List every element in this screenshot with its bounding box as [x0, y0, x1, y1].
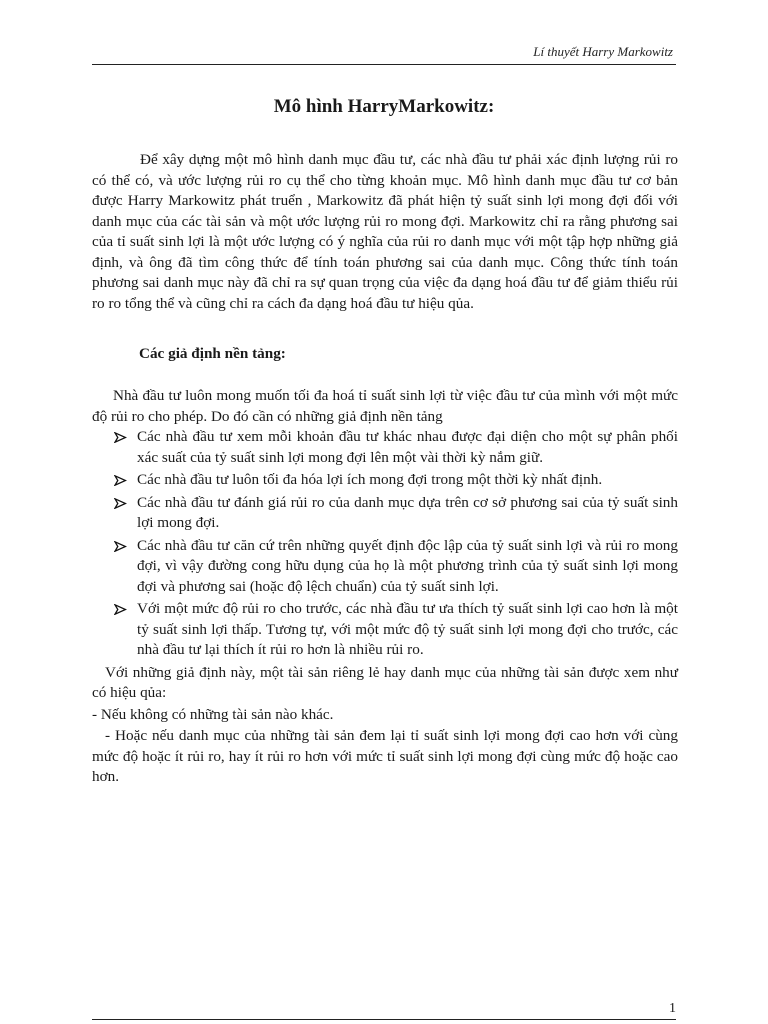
intro-paragraph: Để xây dựng một mô hình danh mục đầu tư, các nhà đầu tư phải xác định lượng rủi ro có thể có, và ước lượng rủi ro cụ thể cho từng khoản mục. Mô hình danh mục đầu tư cơ bản được Harry Markowitz phát truển , Markowitz đã phát hiện tỷ suất sinh lợi mong đợi đối với danh mục của các tài sản và một ước lượng rủi ro mong đợi. Markowitz chỉ ra rằng phương sai của tỉ suất sinh lợi là một ước lượng có ý nghĩa của rủi ro danh mục với một tập hợp những giả định, và ông đã tìm công thức để tính toán phương sai của danh mục. Công thức tính toán phương sai danh mục này đã chỉ ra sự quan trọng của việc đa dạng hoá đầu tư để giảm thiểu rủi ro ro tổng thể và cũng chỉ ra cách đa dạng hoá đầu tư hiệu qủa. — [92, 151, 678, 312]
list-item — [92, 493, 678, 534]
arrow-bullet-icon — [114, 498, 127, 509]
lead-paragraph: Nhà đầu tư luôn mong muốn tối đa hoá tỉ suất sinh lợi từ việc đầu tư của mình với một mức độ rủi ro cho phép. Do đó cần có những giả định nền tảng — [92, 387, 678, 425]
arrow-bullet-icon — [114, 432, 127, 443]
header-rule — [92, 64, 676, 65]
list-item-text: Các nhà đầu tư xem mỗi khoản đầu tư khác nhau được đại diện cho một sự phân phối xác suất của tỷ suất sinh lợi mong đợi lên một vài thời kỳ nắm giữ. — [137, 428, 678, 466]
arrow-bullet-icon — [114, 541, 127, 552]
page-title: Mô hình HarryMarkowitz: — [273, 96, 495, 117]
arrow-bullet-icon — [114, 604, 127, 615]
list-item — [92, 470, 678, 491]
list-item-text: Các nhà đầu tư luôn tối đa hóa lợi ích mong đợi trong một thời kỳ nhất định. — [137, 471, 603, 488]
section-heading: Các giả định nền tảng: — [139, 345, 286, 362]
conclusion-paragraph: Với những giả định này, một tài sản riêng lẻ hay danh mục của những tài sản được xem như có hiệu qủa: — [92, 663, 678, 701]
list-item-text: Các nhà đầu tư đánh giá rủi ro của danh mục dựa trên cơ sở phương sai của tỷ suất sinh lợi mong đợi. — [137, 493, 678, 531]
list-item-text: Các nhà đầu tư căn cứ trên những quyết định độc lập của tỷ suất sinh lợi và rủi ro mong đợi, vì vậy đường cong hữu dụng của họ là một phương trình của tỷ suất sinh lợi mong đợi và phương sai (hoặc độ lệch chuẩn) của tỷ suất sinh lợi. — [137, 536, 678, 595]
list-item-text: Với một mức độ rủi ro cho trước, các nhà đầu tư ưa thích tỷ suất sinh lợi cao hơn là một tỷ suất sinh lợi thấp. Tương tự, với một mức độ tỷ suất sinh lợi mong đợi cho trước, các nhà đầu tư lại thích ít rủi ro hơn là nhiều rủi ro. — [137, 600, 678, 658]
footer-rule — [92, 1019, 676, 1020]
condition-line: - Nếu không có những tài sản nào khác. — [92, 705, 334, 723]
page-number: 1 — [669, 1001, 676, 1016]
list-item — [92, 536, 678, 598]
list-item — [92, 599, 678, 661]
running-header: Lí thuyết Harry Markowitz — [533, 44, 673, 59]
arrow-bullet-icon — [114, 475, 127, 486]
list-item — [92, 427, 678, 468]
assumption-list — [92, 427, 678, 661]
document-body — [92, 150, 678, 788]
condition-line: - Hoặc nếu danh mục của những tài sản đem lại tỉ suất sinh lợi mong đợi cao hơn với cùng mức độ hoặc ít rủi ro, hay ít rủi ro hơn với mức tỉ suất sinh lợi mong đợi cùng mức độ hoặc cao hơn. — [92, 727, 678, 785]
